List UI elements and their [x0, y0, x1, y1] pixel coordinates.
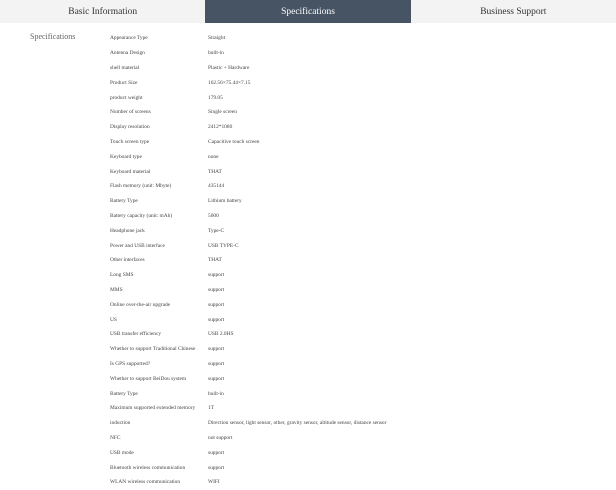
spec-row: [110, 164, 610, 179]
spec-row: [110, 312, 610, 327]
spec-value: WIFI: [208, 479, 220, 486]
spec-value: 179.05: [208, 94, 223, 101]
spec-value: Direction sensor, light sensor, other, gravity sensor, altitude sensor, distance sensor: [208, 420, 387, 427]
spec-value: 1T: [208, 405, 214, 412]
spec-row: [110, 209, 610, 224]
spec-key: shell material: [110, 64, 140, 71]
spec-value: Straight: [208, 35, 226, 42]
spec-key: product weight: [110, 94, 143, 101]
spec-row: [110, 90, 610, 105]
spec-key: Number of screens: [110, 109, 151, 116]
spec-row: [110, 105, 610, 120]
spec-row: [110, 371, 610, 386]
spec-key: Battery Type: [110, 390, 138, 397]
spec-value: support: [208, 272, 225, 279]
spec-key: Bluetooth wireless communication: [110, 464, 186, 471]
spec-key: WLAN wireless communication: [110, 479, 181, 486]
spec-row: [110, 135, 610, 150]
tab-bar: [0, 0, 616, 23]
spec-key: Long SMS: [110, 272, 134, 279]
spec-row: [110, 223, 610, 238]
spec-key: Battery capacity (unit: mAh): [110, 212, 173, 219]
spec-row: [110, 253, 610, 268]
spec-value: THAT: [208, 168, 222, 175]
spec-value: USB TYPE-C: [208, 242, 239, 249]
spec-key: Display resolution: [110, 124, 150, 131]
spec-key: Product Size: [110, 79, 138, 86]
spec-key: Power and USB interface: [110, 242, 165, 249]
spec-row: [110, 475, 610, 490]
spec-row: [110, 357, 610, 372]
spec-value: Capacitive touch screen: [208, 138, 260, 145]
spec-key: Antenna Design: [110, 50, 145, 57]
spec-value: support: [208, 346, 225, 353]
spec-row: [110, 31, 610, 46]
tab-specifications[interactable]: Specifications: [205, 0, 410, 23]
spec-value: support: [208, 301, 225, 308]
spec-key: Headphone jack: [110, 227, 145, 234]
spec-value: USB 2.0HS: [208, 331, 234, 338]
spec-row: [110, 238, 610, 253]
spec-key: Other interfaces: [110, 257, 145, 264]
spec-row: [110, 194, 610, 209]
spec-value: support: [208, 286, 225, 293]
spec-key: Keyboard material: [110, 168, 151, 175]
spec-key: MMS: [110, 286, 123, 293]
spec-row: [110, 268, 610, 283]
spec-value: built-in: [208, 50, 224, 57]
spec-key: Whether to support BeiDou system: [110, 375, 187, 382]
spec-value: support: [208, 360, 225, 367]
spec-key: Maximum supported extended memory: [110, 405, 196, 412]
spec-value: 435144: [208, 183, 225, 190]
spec-key: Keyboard type: [110, 153, 142, 160]
spec-value: built-in: [208, 390, 224, 397]
spec-value: none: [208, 153, 219, 160]
specifications-panel: [0, 23, 616, 486]
spec-row: [110, 46, 610, 61]
tab-business-support[interactable]: Business Support: [411, 0, 616, 23]
spec-row: [110, 327, 610, 342]
spec-key: induction: [110, 420, 131, 427]
spec-row: [110, 75, 610, 90]
section-title: Specifications: [30, 32, 76, 41]
spec-value: 2412*1080: [208, 124, 233, 131]
spec-value: 162.56×75.44×7.15: [208, 79, 251, 86]
spec-row: [110, 416, 610, 431]
spec-key: Whether to support Traditional Chinese: [110, 346, 196, 353]
spec-value: Single screen: [208, 109, 237, 116]
spec-value: support: [208, 449, 225, 456]
spec-row: [110, 120, 610, 135]
spec-value: support: [208, 464, 225, 471]
spec-key: Battery Type: [110, 198, 138, 205]
spec-row: [110, 283, 610, 298]
spec-row: [110, 401, 610, 416]
spec-row: [110, 297, 610, 312]
spec-row: [110, 445, 610, 460]
spec-key: USB transfer efficiency: [110, 331, 162, 338]
spec-value: THAT: [208, 257, 222, 264]
spec-key: Touch screen type: [110, 138, 150, 145]
spec-key: USB mode: [110, 449, 134, 456]
tab-basic-information[interactable]: Basic Information: [0, 0, 205, 23]
spec-row: [110, 61, 610, 76]
spec-row: [110, 460, 610, 475]
spec-value: support: [208, 375, 225, 382]
spec-value: support: [208, 316, 225, 323]
spec-key: Online over-the-air upgrade: [110, 301, 171, 308]
spec-table: [110, 31, 610, 490]
spec-key: Flash memory (unit: Mbyte): [110, 183, 172, 190]
spec-value: Type-C: [208, 227, 225, 234]
spec-value: Lithium battery: [208, 198, 242, 205]
spec-value: not support: [208, 434, 233, 441]
spec-value: 5000: [208, 212, 219, 219]
spec-key: NFC: [110, 434, 121, 441]
spec-row: [110, 431, 610, 446]
spec-row: [110, 386, 610, 401]
spec-row: [110, 179, 610, 194]
spec-key: Appearance Type: [110, 35, 148, 42]
spec-row: [110, 342, 610, 357]
spec-key: US: [110, 316, 117, 323]
spec-row: [110, 149, 610, 164]
spec-key: Is GPS supported?: [110, 360, 151, 367]
spec-value: Plastic + Hardware: [208, 64, 250, 71]
